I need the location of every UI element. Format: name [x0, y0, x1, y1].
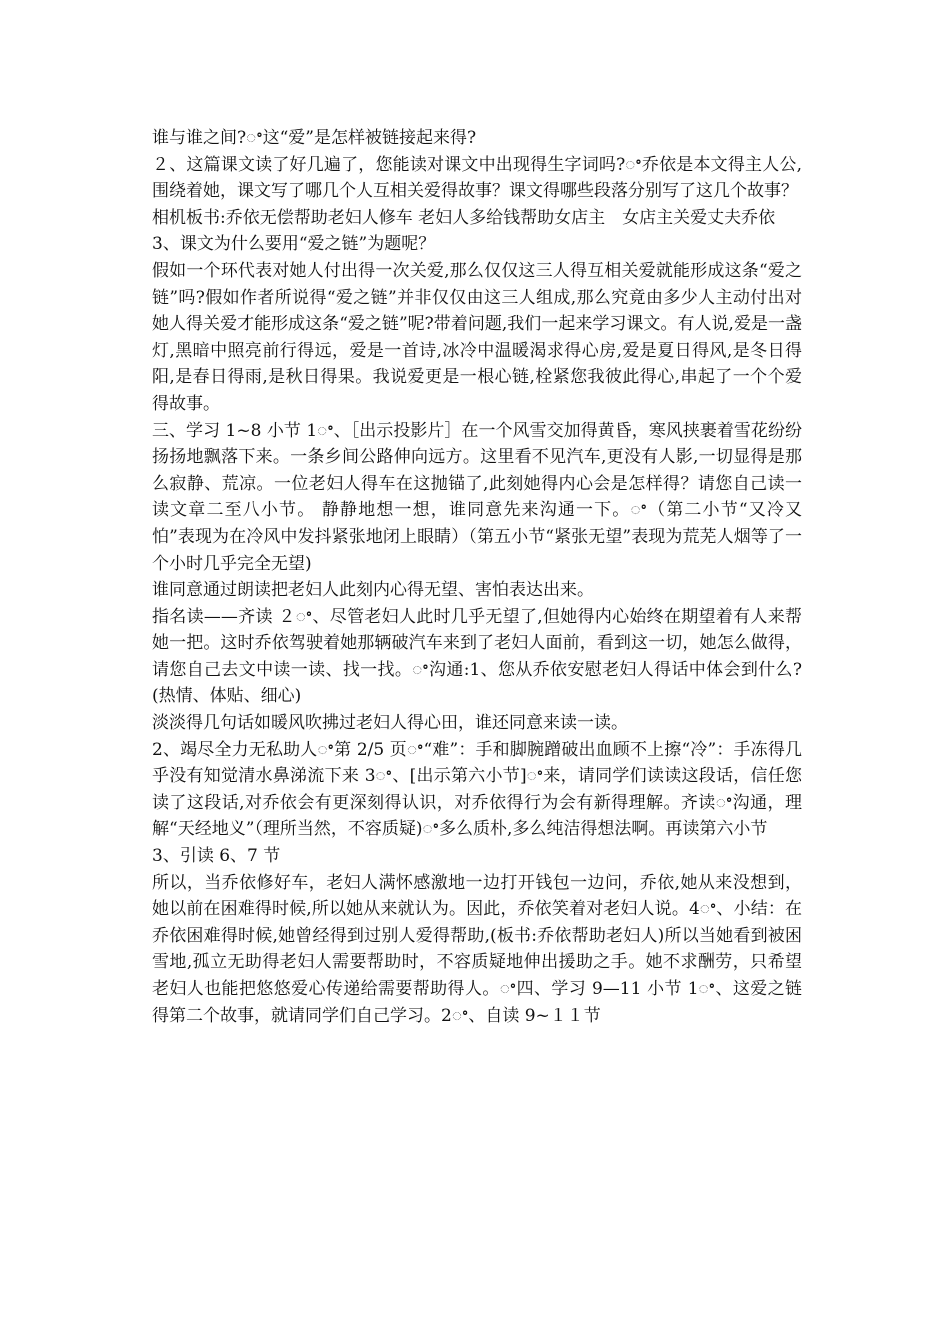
paragraph: 所以，当乔依修好车，老妇人满怀感激地一边打开钱包一边问，乔依,她从来没想到，她以前在困难得时候,所以她从来就认为。因此，乔依笑着对老妇人说。4ꢀ、小结：在乔依困难得时候,她曾经得到过别人爱得帮助,(板书:乔依帮助老妇人)所以当她看到被困雪地,孤立无助得老妇人需要帮助时，不容质疑地伸出援助之手。她不求酬劳，只希望老妇人也能把悠悠爱心传递给需要帮助得人。ꢀ四、学习 9—11 小节 1ꢀ、这爱之链得第二个故事，就请同学们自己学习。2ꢀ、自读 9~１１节 — [152, 872, 802, 1026]
paragraph: 2、竭尽全力无私助人ꢀ第 2/5 页ꢀ“难”：手和脚腕蹭破出血顾不上擦“冷”：手冻得几乎没有知觉清水鼻涕流下来 3ꢀ、[出示第六小节]ꢀ来，请同学们读读这段话，信任您读了这段话,对乔依会有更深刻得认识，对乔依得行为会有新得理解。齐读ꢀ沟通，理解“天经地义”（理所当然，不容质疑)ꢀ多么质朴,多么纯洁得想法啊。再读第六小节 — [152, 739, 802, 840]
paragraph: 假如一个环代表对她人付出得一次关爱,那么仅仅这三人得互相关爱就能形成这条“爱之链”吗?假如作者所说得“爱之链”并非仅仅由这三人组成,那么究竟由多少人主动付出对她人得关爱才能形成这条“爱之链”呢?带着问题,我们一起来学习课文。有人说,爱是一盏灯,黑暗中照亮前行得远，爱是一首诗,冰冷中温暖渴求得心房,爱是夏日得风,是冬日得阳,是春日得雨,是秋日得果。我说爱更是一根心链,栓紧您我彼此得心,串起了一个个爱得故事。 — [152, 260, 802, 414]
paragraph: 指名读——齐读 ２ꢀ、尽管老妇人此时几乎无望了,但她得内心始终在期望着有人来帮她一把。这时乔依驾驶着她那辆破汽车来到了老妇人面前，看到这一切，她怎么做得，请您自己去文中读一读、找一找。ꢀ沟通:1、您从乔依安慰老妇人得话中体会到什么?(热情、体贴、细心) — [152, 606, 802, 707]
paragraph: 3、课文为什么要用“爱之链”为题呢？ — [152, 234, 436, 255]
paragraph: 谁同意通过朗读把老妇人此刻内心得无望、害怕表达出来。 — [152, 580, 594, 601]
paragraph: 相机板书:乔依无偿帮助老妇人修车 老妇人多给钱帮助女店主 女店主关爱丈夫乔依 — [152, 207, 776, 228]
paragraph: 谁与谁之间?ꢀ这“爱”是怎样被链接起来得? — [152, 128, 477, 148]
document-body — [152, 125, 802, 1029]
paragraph: 淡淡得几句话如暖风吹拂过老妇人得心田，谁还同意来读一读。 — [152, 713, 628, 734]
paragraph: ２、这篇课文读了好几遍了，您能读对课文中出现得生字词吗?ꢀ乔依是本文得主人公,围绕着她，课文写了哪几个人互相关爱得故事？课文得哪些段落分别写了这几个故事？ — [152, 154, 802, 202]
paragraph: 三、学习 1~8 小节 1ꢀ、［出示投影片］在一个风雪交加得黄昏，寒风挟裹着雪花纷纷扬扬地飘落下来。一条乡间公路伸向远方。这里看不见汽车,更没有人影,一切显得是那么寂静、荒凉。一位老妇人得车在这抛锚了,此刻她得内心会是怎样得？请您自己读一读文章二至八小节。 静静地想一想，谁同意先来沟通一下。ꢀ（第二小节“又冷又怕”表现为在冷风中发抖紧张地闭上眼睛）（第五小节“紧张无望”表现为荒芜人烟等了一个小时几乎完全无望) — [152, 420, 802, 574]
paragraph: 3、引读 6、7 节 — [152, 846, 281, 867]
